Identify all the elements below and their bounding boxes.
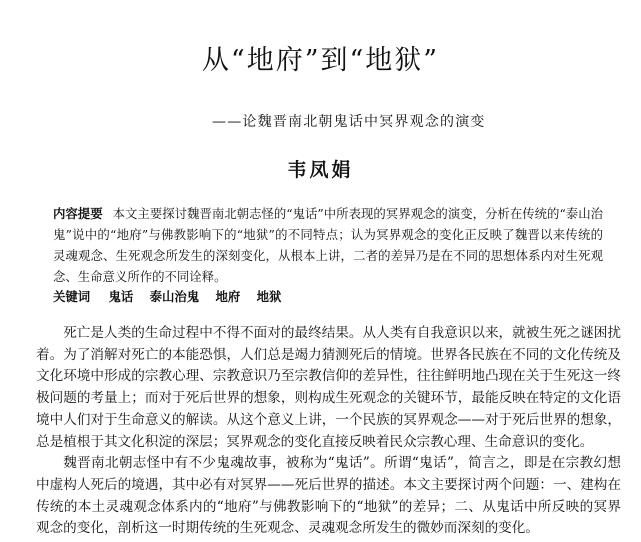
author-name: 韦凤娟 — [287, 159, 354, 181]
abstract-label: 内容提要 — [53, 206, 103, 221]
abstract-text: 本文主要探讨魏晋南北朝志怪的“鬼话”中所表现的冥界观念的演变，分析在传统的“泰山治鬼”说中的“地府”与佛教影响下的“地狱”的不同特点；认为冥界观念的变化正反映了魏晋以来传统的灵魂观念、生死观念所发生的深刻变化，从根本上讲，二者的差异乃是在不同的思想体系内对生死观念、生命意义所作的不同诠释。 — [53, 206, 603, 284]
keywords-block — [53, 288, 603, 306]
keyword-item: 地府 — [215, 289, 241, 304]
keywords-label: 关键词 — [53, 289, 91, 304]
body-text — [36, 323, 621, 540]
abstract-block — [53, 203, 603, 287]
paper-subtitle: ——论魏晋南北朝鬼话中冥界观念的演变 — [212, 114, 486, 130]
keyword-item: 地狱 — [256, 289, 282, 304]
body-paragraph: 死亡是人类的生命过程中不得不面对的最终结果。从人类有自我意识以来，就被生死之谜困扰着。为了消解对死亡的本能恐惧，人们总是竭力猜测死后的情境。世界各民族在不同的文化传统及文化环境中形成的宗教心理、宗教意识乃至宗教信仰的差异性，往往鲜明地凸现在关于生死这一终极问题的考量上；而对于死后世界的想象，则构成生死观念的关键环节，最能反映在特定的文化语境中人们对于生命意义的解读。从这个意义上讲，一个民族的冥界观念——对于死后世界的想象，总是植根于其文化积淀的深层；冥界观念的变化直接反映着民众宗教心理、生命意识的变化。 — [36, 325, 621, 450]
keyword-item: 鬼话 — [108, 289, 134, 304]
paper-title: 从“地府”到“地狱” — [201, 45, 440, 76]
keyword-item: 泰山治鬼 — [149, 289, 200, 304]
body-paragraph: 魏晋南北朝志怪中有不少鬼魂故事，被称为“鬼话”。所谓“鬼话”，简言之，即是在宗教幻想中虚构人死后的境遇，其中必有对冥界——死后世界的描述。本文主要探讨两个问题：一、建构在传统的本土灵魂观念体系内的“地府”与佛教影响下的“地狱”的差异；二、从鬼话中所反映的冥界观念的变化，剖析这一时期传统的生死观念、灵魂观念所发生的微妙而深刻的变化。 — [36, 455, 621, 537]
